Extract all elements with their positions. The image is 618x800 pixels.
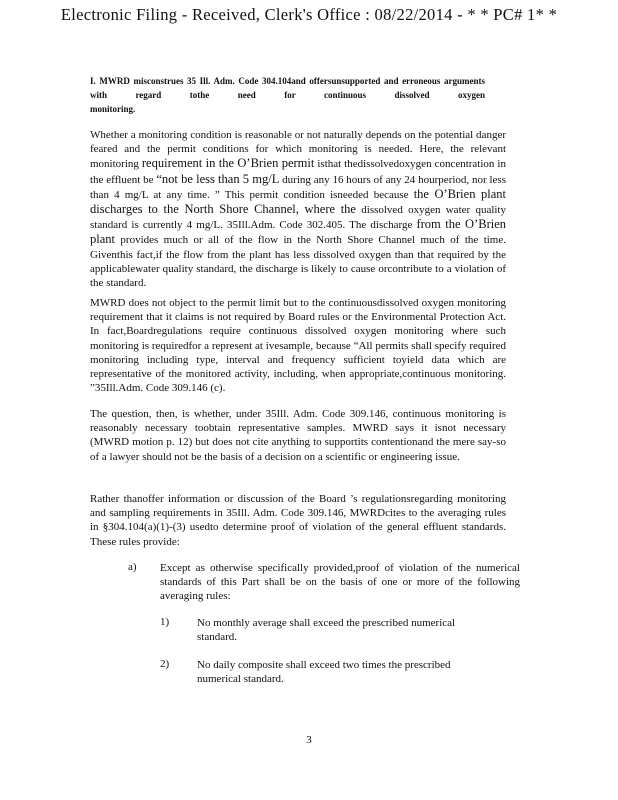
paragraph-averaging-rules: Rather thanoffer information or discussion of the Board ’s regulationsregarding monitoring and sampling requirements in 35Ill. Adm. Code 309.146, MWRDcites to the averaging rules in §304.104(a)(1)-(3) usedto determine proof of violation of the general effluent standards. These rules provide: [90,493,506,548]
quote-label: a) [128,561,137,573]
quote-item-text: No monthly average shall exceed the prescribed numerical standard. [197,617,456,644]
p1-text-3: during any 16 hours of any 24 hourperiod, nor less than 4 mg/L at any time. ” This permit condition isneeded because [90,173,506,201]
quote-item-text: No daily composite shall exceed two times the prescribed numerical standard. [197,659,451,686]
p1-emphasis-2: “not be less than 5 mg/L [156,171,280,186]
p1-text-1: Whether a monitoring condition is reasonable or not naturally depends on the potential danger feared and the permit conditions for which monitoring is needed. Here, the relevant monitoring [90,129,506,171]
quote-item-label: 2) [160,658,170,670]
section-heading [90,74,485,116]
p1-emphasis-3: the O’Brien plant discharges to the North Shore Channel, where the [90,186,506,217]
section-heading-last-line: monitoring. [90,104,136,114]
paragraph-permit-condition [90,128,506,290]
quote-item-label: 1) [160,616,170,628]
page-number: 3 [306,734,312,746]
p1-text-5: provides much or all of the flow in the North Shore Channel much of the time. Giventhis fact,if the flow from the plant has less dissolved oxygen than that required by the applicablewater quality standard, the discharge is likely to cause orcontribute to a violation of the standard. [90,234,506,290]
p1-text-4: dissolved oxygen water quality standard is currently 4 mg/L. 35Ill.Adm. Code 302.405. The discharge [90,204,506,232]
paragraph-mwrd-objection: MWRD does not object to the permit limit but to the continuousdissolved oxygen monitoring requirement that it claims is not required by Board rules or the Environmental Protection Act. In fact,Boardregulations require continuous dissolved oxygen monitoring where such monitoring is requiredfor a represent at ivesample, because “All permits shall specify required monitoring including type, interval and frequency sufficient toyield data which are representative of the monitored activity, including, when appropriate,continuous monitoring. ”35Ill.Adm. Code 309.146 (c). [90,297,506,395]
quote-text: Except as otherwise specifically provided,proof of violation of the numerical standards of this Part shall be on the basis of one or more of the following averaging rules: [160,562,520,603]
paragraph-question: The question, then, is whether, under 35Ill. Adm. Code 309.146, continuous monitoring is reasonably necessary toobtain representative samples. MWRD says it isnot necessary (MWRD motion p. 12) but does not cite anything to supportits contentionand the mere say-so of a lawyer should not be the basis of a decision on a scientific or engineering issue. [90,408,506,463]
p1-emphasis-1: requirement in the O’Brien permit [141,156,315,171]
filing-header: Electronic Filing - Received, Clerk's Office : 08/22/2014 - * * PC# 1* * [60,5,558,24]
p1-emphasis-4: from the O’Brien plant [90,217,507,247]
section-heading-text: I. MWRD misconstrues 35 Ill. Adm. Code 304.104and offersunsupported and erroneous arguments with regard tothe need for continuous dissolved oxygen [90,76,485,100]
p1-text-2: isthat thedissolvedoxygen concentration in the effluent be [90,158,506,186]
